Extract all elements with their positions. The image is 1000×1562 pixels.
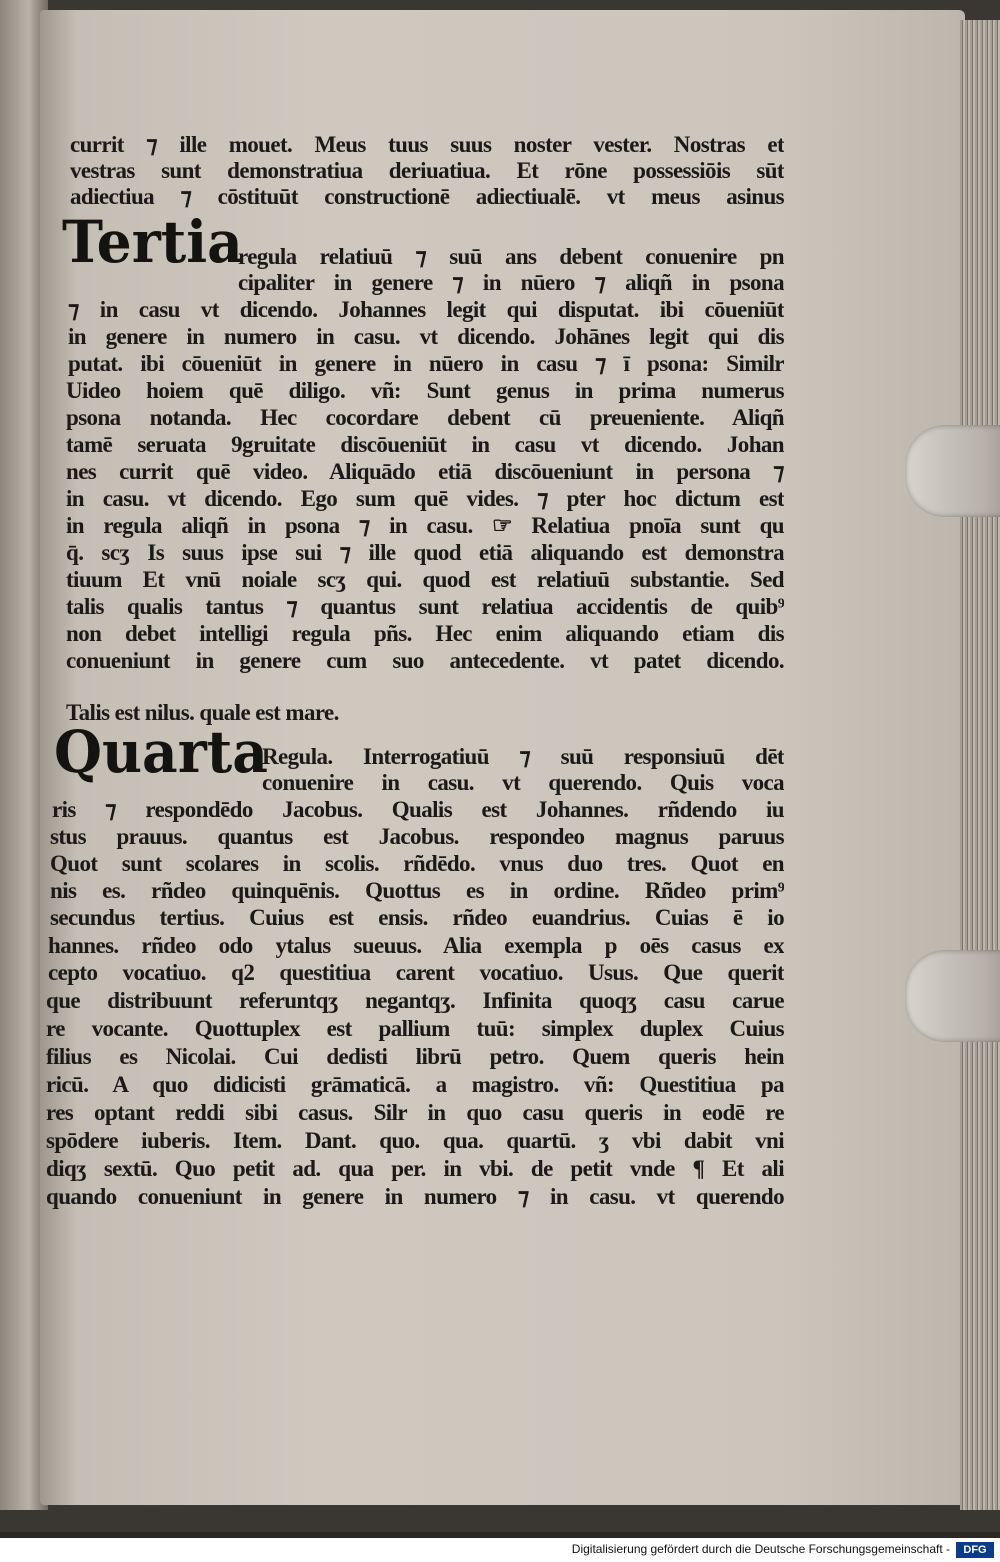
page-clip-bottom xyxy=(905,950,1000,1042)
text-line: cepto vocatiuo. q2 questitiua carent vocatiuo. Usus. Que querit xyxy=(48,960,784,985)
text-line: ricū. A quo didicisti grāmaticā. a magistro. vñ: Questitiua pa xyxy=(46,1072,784,1097)
text-line: putat. ibi cōueniūt in genere in nūero in casu ⁊ ī psona: Similr xyxy=(68,351,784,376)
text-line: nes currit quē video. Aliquādo etiā discōueniunt in persona ⁊ xyxy=(66,459,784,484)
text-line: hannes. rñdeo odo ytalus sueuus. Alia exempla p oēs casus ex xyxy=(48,933,784,958)
text-line: cipaliter in genere ⁊ in nūero ⁊ aliqñ in psona xyxy=(238,270,784,295)
text-line: stus prauus. quantus est Jacobus. respondeo magnus paruus xyxy=(50,824,784,849)
text-line: re vocante. Quottuplex est pallium tuū: simplex duplex Cuius xyxy=(46,1016,784,1041)
text-line: secundus tertius. Cuius est ensis. rñdeo euandrius. Cuias ē io xyxy=(50,905,784,930)
text-line: Quot sunt scolares in scolis. rñdēdo. vnus duo tres. Quot en xyxy=(50,851,784,876)
text-line: Uideo hoiem quē diligo. vñ: Sunt genus in prima numerus xyxy=(66,378,784,403)
text-line: ⁊ in casu vt dicendo. Johannes legit qui disputat. ibi cōueniūt xyxy=(68,297,784,322)
initial-quarta: Quarta xyxy=(54,718,268,786)
page-clip-top xyxy=(905,425,1000,517)
text-line: filius es Nicolai. Cui dedisti librū petro. Quem queris hein xyxy=(46,1044,784,1069)
text-line: tamē seruata 9gruitate discōueniūt in casu vt dicendo. Johan xyxy=(66,432,784,457)
text-line: conueniunt in genere cum suo antecedente. vt patet dicendo. xyxy=(66,648,784,673)
text-line: tiuum Et vnū noiale scʒ qui. quod est relatiuū substantie. Sed xyxy=(66,567,784,592)
text-line: spōdere iuberis. Item. Dant. quo. qua. quartū. ʒ vbi dabit vni xyxy=(46,1128,784,1153)
text-line: conuenire in casu. vt querendo. Quis voca xyxy=(262,770,784,795)
text-line: in genere in numero in casu. vt dicendo. Johānes legit qui dis xyxy=(68,324,784,349)
text-line: Regula. Interrogatiuū ⁊ suū responsiuū dēt xyxy=(262,744,784,769)
text-line: Talis est nilus. quale est mare. xyxy=(66,700,339,725)
text-line: non debet intelligi regula pñs. Hec enim aliquando etiam dis xyxy=(66,621,784,646)
text-line: regula relatiuū ⁊ suū ans debent conuenire pn xyxy=(238,244,784,269)
text-line: ris ⁊ respondēdo Jacobus. Qualis est Johannes. rñdendo iu xyxy=(52,797,784,822)
text-line: currit ⁊ ille mouet. Meus tuus suus noster vester. Nostras et xyxy=(70,132,784,157)
text-line: nis es. rñdeo quinquēnis. Quottus es in ordine. Rñdeo prim⁹ xyxy=(50,878,784,903)
text-line: adiectiua ⁊ cōstituūt constructionē adiectiualē. vt meus asinus xyxy=(70,184,784,209)
dfg-logo: DFG xyxy=(956,1542,994,1558)
text-line: in casu. vt dicendo. Ego sum quē vides. ⁊ pter hoc dictum est xyxy=(66,486,784,511)
initial-tertia: Tertia xyxy=(62,208,243,276)
text-line: in regula aliqñ in psona ⁊ in casu. ☞ Relatiua pnoīa sunt qu xyxy=(66,513,784,538)
text-line: q̄. scʒ Is suus ipse sui ⁊ ille quod etiā aliquando est demonstra xyxy=(66,540,784,565)
text-line: diqʒ sextū. Quo petit ad. qua per. in vbi. de petit vnde ¶ Et ali xyxy=(46,1156,784,1181)
funding-notice: Digitalisierung gefördert durch die Deutsche Forschungsgemeinschaft - xyxy=(571,1542,950,1556)
text-line: que distribuunt referuntqʒ negantqʒ. Infinita quoqʒ casu carue xyxy=(46,988,784,1013)
text-line: psona notanda. Hec cocordare debent cū preueniente. Aliqñ xyxy=(66,405,784,430)
text-line: quando conueniunt in genere in numero ⁊ in casu. vt querendo xyxy=(46,1184,784,1209)
footer-bar xyxy=(0,1538,1000,1562)
page-stack-edges xyxy=(960,20,1000,1510)
text-line: vestras sunt demonstratiua deriuatiua. Et rōne possessiōis sūt xyxy=(70,158,784,183)
text-line: res optant reddi sibi casus. Silr in quo casu queris in eodē re xyxy=(46,1100,784,1125)
text-line: talis qualis tantus ⁊ quantus sunt relatiua accidentis de quib⁹ xyxy=(66,594,784,619)
